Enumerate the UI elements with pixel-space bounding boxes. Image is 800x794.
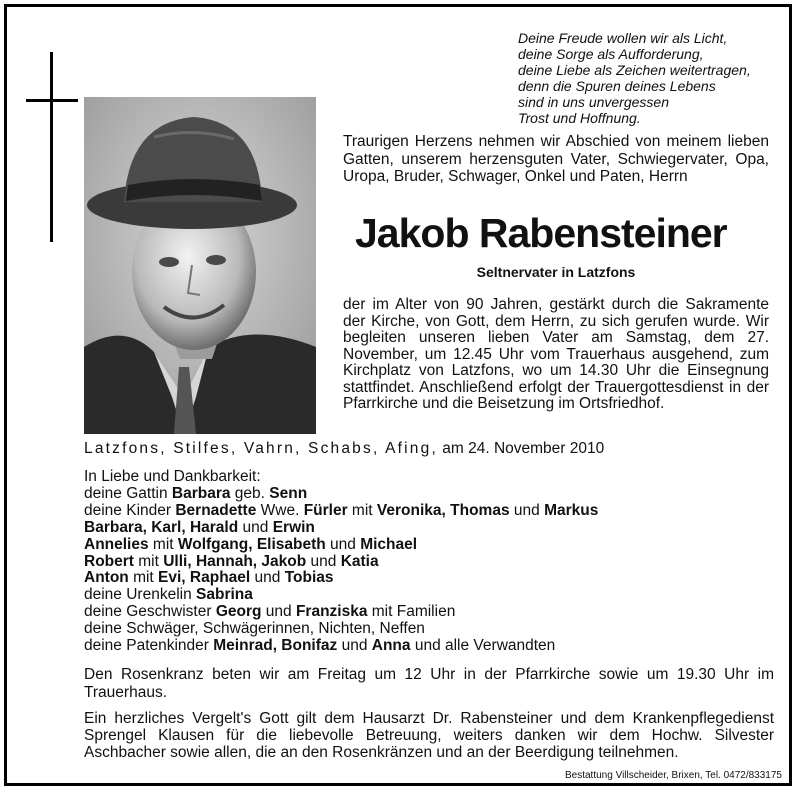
mourner-name: Erwin [272,518,315,536]
mourner-name: Sabrina [196,586,253,604]
text: deine Patenkinder [84,637,214,655]
notice-date: am 24. November 2010 [442,440,605,457]
text: und [509,501,545,519]
mourner-name: Barbara [171,484,231,502]
mourner-name: Wolfgang, Elisabeth [177,535,326,553]
text: und [238,518,273,536]
text: mit [133,552,164,570]
mourner-name: Barbara, Karl, Harald [84,518,239,536]
text: mit [347,501,377,519]
mourner-name: Robert [84,552,134,570]
mourner-name: Georg [215,603,262,621]
text: deine Geschwister [84,603,216,621]
text: und alle Verwandten [410,637,556,655]
mourner-name: Markus [544,501,599,519]
intro-text: Traurigen Herzens nehmen wir Abschied von meinem lieben Gatten, unserem herzensguten Vater, Schwiegervater, Opa, Uropa, Bruder, Schwager, Onkel und Paten, Herrn [343,133,769,185]
mourner-name: Veronika, Thomas [376,501,510,519]
text: deine Gattin [84,484,172,502]
deceased-name: Jakob Rabensteiner [355,210,727,256]
mourner-name: Tobias [284,569,334,587]
mourner-line-annelies [84,537,774,554]
mourners-intro: In Liebe und Dankbarkeit: [84,468,261,485]
poem-line: Trost und Hoffnung. [518,110,641,126]
text: mit Familien [367,603,456,621]
mourner-name: Franziska [295,603,368,621]
poem-line: denn die Spuren deines Lebens [518,78,716,94]
mourner-line-great-grandchild [84,587,774,604]
poem-line: sind in uns unvergessen [518,94,669,110]
mourner-name: Ulli, Hannah, Jakob [163,552,307,570]
mourner-line-siblings [84,604,774,621]
text: und [325,535,361,553]
funeral-details: der im Alter von 90 Jahren, gestärkt durch die Sakramente der Kirche, von Gott, dem Herrn, zu sich gerufen wurde. Wir begleiten unseren lieben Vater am Samstag, dem 27. November, um 12.45 Uhr vom Trauerhaus ausgehend, zum Kirchplatz von Latzfons, wo um 14.30 Uhr die Einsegnung stattfindet. Anschließend erfolgt der Trauergottesdienst in der Pfarrkirche und die Beisetzung im Ortsfriedhof. [343,296,769,412]
mourner-name: Anton [84,569,129,587]
mourner-line-wife [84,486,774,503]
mourner-name: Annelies [84,535,149,553]
mourner-name: Senn [269,484,308,502]
mourner-line-inlaws: deine Schwäger, Schwägerinnen, Nichten, Neffen [84,620,425,638]
poem-line: Deine Freude wollen wir als Licht, [518,30,728,46]
portrait-photo [84,97,316,434]
funeral-home-footer: Bestattung Villscheider, Brixen, Tel. 0472/833175 [564,770,782,781]
text: deine Kinder [84,501,176,519]
mourner-line-barbara [84,520,774,537]
poem [518,30,778,126]
mourner-name: Bernadette [175,501,257,519]
text: mit [128,569,159,587]
towns: Latzfons, Stilfes, Vahrn, Schabs, Afing, [84,440,438,457]
mourner-name: Anna [371,637,411,655]
place-date-line [84,440,774,458]
rosary-info: Den Rosenkranz beten wir am Freitag um 12 Uhr in der Pfarrkirche sowie um 19.30 Uhr im Trauerhaus. [84,666,774,701]
deceased-subtitle: Seltnervater in Latzfons [476,264,636,280]
text: und [306,552,341,570]
mourner-name: Fürler [303,501,348,519]
text: und [261,603,296,621]
poem-line: deine Liebe als Zeichen weitertragen, [518,62,751,78]
mourner-line-anton [84,570,774,587]
text: geb. [230,484,270,502]
mourner-name: Evi, Raphael [158,569,251,587]
poem-line: deine Sorge als Aufforderung, [518,46,704,62]
mourner-line-godchildren [84,638,774,655]
text: deine Urenkelin [84,586,197,604]
mourner-name: Meinrad, Bonifaz [213,637,338,655]
thanks-text: Ein herzliches Vergelt's Gott gilt dem Hausarzt Dr. Rabensteiner und dem Krankenpflegedienst Sprengel Klausen für die liebevolle Betreuung, weiters danken wir dem Hochw. Silvester Aschbacher sowie allen, die an den Rosenkränzen und an der Beerdigung teilnehmen. [84,710,774,761]
text: Wwe. [256,501,304,519]
mourner-name: Michael [360,535,418,553]
mourner-line-robert [84,554,774,571]
text: und [337,637,372,655]
text: mit [148,535,178,553]
mourner-name: Katia [340,552,379,570]
mourner-line-children [84,503,774,520]
mourners-list [84,469,774,655]
text: und [250,569,285,587]
